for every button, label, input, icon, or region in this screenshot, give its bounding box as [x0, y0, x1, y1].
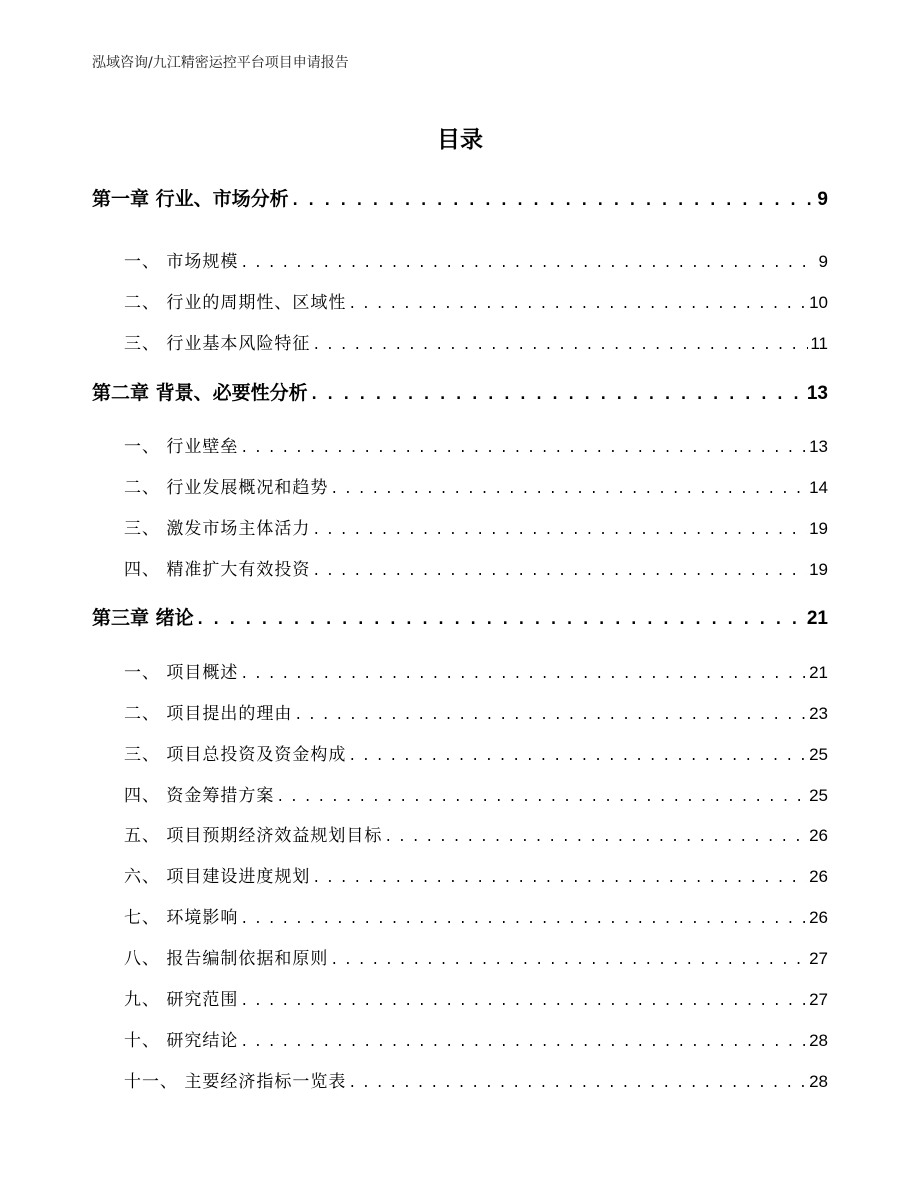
toc-label: 四、 资金筹措方案 — [124, 786, 275, 806]
toc-label: 三、 项目总投资及资金构成 — [124, 745, 347, 765]
toc-label: 第三章 绪论 — [92, 607, 194, 629]
toc-leader — [312, 338, 808, 353]
toc-page-number: 28 — [809, 1072, 828, 1091]
toc-entry[interactable] — [92, 473, 828, 498]
toc-label: 第一章 行业、市场分析 — [92, 188, 289, 210]
toc-page-number: 26 — [809, 908, 828, 927]
toc-entry[interactable] — [92, 555, 828, 580]
toc-leader — [240, 912, 807, 927]
toc-entry[interactable] — [92, 781, 828, 806]
toc-entry[interactable] — [92, 985, 828, 1010]
toc-entry[interactable] — [92, 1067, 828, 1092]
toc-entry[interactable] — [92, 821, 828, 846]
toc-leader — [240, 441, 807, 456]
toc-entry[interactable] — [92, 862, 828, 887]
toc-leader — [276, 790, 807, 805]
toc-leader — [310, 385, 805, 403]
toc-page-number: 9 — [817, 189, 828, 210]
toc-leader — [240, 256, 816, 271]
toc-entry[interactable] — [92, 432, 828, 457]
toc-leader — [312, 523, 807, 538]
toc-entry[interactable] — [92, 1026, 828, 1051]
toc-label: 第二章 背景、必要性分析 — [92, 382, 308, 404]
toc-page-number: 21 — [806, 608, 828, 629]
toc-label: 二、 行业的周期性、区域性 — [124, 293, 347, 313]
toc-label: 四、 精准扩大有效投资 — [124, 560, 311, 580]
toc-label: 七、 环境影响 — [124, 908, 239, 928]
toc-label: 一、 项目概述 — [124, 663, 239, 683]
toc-page-number: 28 — [809, 1031, 828, 1050]
toc-leader — [384, 830, 807, 845]
toc-label: 一、 市场规模 — [124, 252, 239, 272]
toc-chapter-1[interactable] — [92, 184, 828, 211]
toc-entry[interactable] — [92, 514, 828, 539]
toc-page-number: 19 — [809, 560, 828, 579]
toc-label: 五、 项目预期经济效益规划目标 — [124, 826, 383, 846]
toc-page-number: 27 — [809, 990, 828, 1009]
toc-page-number: 23 — [809, 704, 828, 723]
toc-page-number: 9 — [818, 252, 828, 271]
toc-page-number: 19 — [809, 519, 828, 538]
toc-leader — [330, 953, 807, 968]
toc-entry[interactable] — [92, 903, 828, 928]
toc-leader — [348, 1076, 807, 1091]
toc-leader — [312, 564, 807, 579]
toc-leader — [240, 1035, 807, 1050]
toc-entry[interactable] — [92, 247, 828, 272]
toc-page-number: 26 — [809, 867, 828, 886]
toc-leader — [196, 610, 805, 628]
toc-page-number: 13 — [806, 383, 828, 404]
toc-leader — [312, 871, 807, 886]
toc-leader — [348, 297, 807, 312]
toc-page-number: 10 — [809, 293, 828, 312]
toc-entry[interactable] — [92, 658, 828, 683]
toc-entry[interactable] — [92, 740, 828, 765]
toc-leader — [330, 482, 807, 497]
toc-page-number: 13 — [809, 437, 828, 456]
toc-leader — [240, 994, 807, 1009]
page-title: 目录 — [437, 127, 483, 153]
page-header: 泓域咨询/九江精密运控平台项目申请报告 — [92, 55, 349, 71]
toc-label: 十、 研究结论 — [124, 1031, 239, 1051]
toc-entry[interactable] — [92, 944, 828, 969]
toc-page-number: 25 — [809, 745, 828, 764]
toc-label: 二、 项目提出的理由 — [124, 704, 293, 724]
toc-entry[interactable] — [92, 288, 828, 313]
toc-label: 三、 行业基本风险特征 — [124, 334, 311, 354]
toc-chapter-3[interactable] — [92, 603, 828, 630]
toc-label: 一、 行业壁垒 — [124, 437, 239, 457]
toc-label: 六、 项目建设进度规划 — [124, 867, 311, 887]
toc-label: 八、 报告编制依据和原则 — [124, 949, 329, 969]
toc-label: 三、 激发市场主体活力 — [124, 519, 311, 539]
toc-chapter-2[interactable] — [92, 378, 828, 405]
toc-entry[interactable] — [92, 699, 828, 724]
toc-page-number: 25 — [809, 786, 828, 805]
toc-page-number: 11 — [810, 334, 828, 353]
toc-label: 十一、 主要经济指标一览表 — [124, 1072, 347, 1092]
toc-page-number: 14 — [809, 478, 828, 497]
toc-leader — [348, 749, 807, 764]
toc-leader — [294, 708, 807, 723]
toc-page-number: 27 — [809, 949, 828, 968]
toc-page-number: 26 — [809, 826, 828, 845]
toc-leader — [240, 667, 807, 682]
toc-label: 九、 研究范围 — [124, 990, 239, 1010]
toc-label: 二、 行业发展概况和趋势 — [124, 478, 329, 498]
toc-entry[interactable] — [92, 329, 828, 354]
toc-leader — [291, 191, 816, 209]
toc-page-number: 21 — [809, 663, 828, 682]
